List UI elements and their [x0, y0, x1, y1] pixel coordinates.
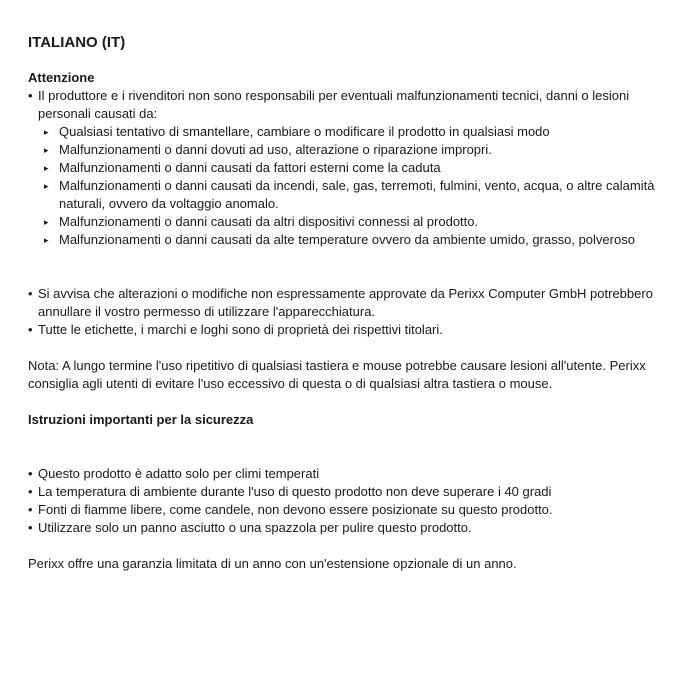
- notice-item: [28, 285, 668, 321]
- attention-intro-text: Il produttore e i rivenditori non sono responsabili per eventuali malfunzionamenti tecnici, danni o lesioni personali causati da:: [38, 88, 630, 121]
- safety-item: [28, 501, 668, 519]
- safety-item: [28, 519, 668, 537]
- attention-item: [44, 213, 675, 231]
- arrow-bullet-icon: ▸: [44, 235, 49, 245]
- arrow-bullet-icon: ▸: [44, 217, 49, 227]
- safety-heading: Istruzioni importanti per la sicurezza: [28, 412, 254, 427]
- arrow-bullet-icon: ▸: [44, 127, 49, 137]
- notice-item: [28, 321, 668, 339]
- safety-item-text: Fonti di fiamme libere, come candele, non devono essere posizionate su questo prodotto.: [38, 502, 553, 517]
- attention-item-text: Malfunzionamenti o danni causati da altri dispositivi connessi al prodotto.: [59, 214, 479, 229]
- attention-item-text: Malfunzionamenti o danni causati da incendi, sale, gas, terremoti, fulmini, vento, acqua, o altre calamità naturali, ovvero da voltaggio anomalo.: [59, 178, 655, 211]
- attention-item-text: Malfunzionamenti o danni causati da alte temperature ovvero da ambiente umido, grasso, polveroso: [59, 232, 635, 247]
- bullet-icon: •: [28, 484, 33, 499]
- page-title: ITALIANO (IT): [28, 34, 126, 51]
- bullet-icon: •: [28, 520, 33, 535]
- notice-text: Tutte le etichette, i marchi e loghi sono di proprietà dei rispettivi titolari.: [38, 322, 443, 337]
- safety-item: [28, 465, 668, 483]
- attention-item-text: Malfunzionamenti o danni dovuti ad uso, alterazione o riparazione impropri.: [59, 142, 492, 157]
- safety-item: [28, 483, 668, 501]
- attention-item: [44, 123, 675, 141]
- attention-item: [44, 177, 675, 213]
- attention-heading: Attenzione: [28, 70, 95, 85]
- arrow-bullet-icon: ▸: [44, 181, 49, 191]
- safety-item-text: Utilizzare solo un panno asciutto o una spazzola per pulire questo prodotto.: [38, 520, 472, 535]
- attention-item: [44, 159, 675, 177]
- warranty-text: Perixx offre una garanzia limitata di un anno con un'estensione opzionale di un anno.: [28, 556, 517, 571]
- attention-item: [44, 141, 675, 159]
- attention-item: [44, 231, 675, 249]
- safety-item-text: Questo prodotto è adatto solo per climi temperati: [38, 466, 320, 481]
- bullet-icon: •: [28, 466, 33, 481]
- attention-intro: [28, 87, 668, 123]
- notice-text: Si avvisa che alterazioni o modifiche non espressamente approvate da Perixx Computer GmbH potrebbero annullare il vostro permesso di utilizzare l'apparecchiatura.: [38, 286, 653, 319]
- bullet-icon: •: [28, 88, 33, 103]
- bullet-icon: •: [28, 286, 33, 301]
- bullet-icon: •: [28, 502, 33, 517]
- arrow-bullet-icon: ▸: [44, 163, 49, 173]
- safety-item-text: La temperatura di ambiente durante l'uso di questo prodotto non deve superare i 40 gradi: [38, 484, 552, 499]
- attention-item-text: Qualsiasi tentativo di smantellare, cambiare o modificare il prodotto in qualsiasi modo: [59, 124, 550, 139]
- arrow-bullet-icon: ▸: [44, 145, 49, 155]
- bullet-icon: •: [28, 322, 33, 337]
- attention-item-text: Malfunzionamenti o danni causati da fattori esterni come la caduta: [59, 160, 441, 175]
- ergonomics-note: Nota: A lungo termine l'uso ripetitivo di qualsiasi tastiera e mouse potrebbe causare lesioni all'utente. Perixx consiglia agli utenti di evitare l'uso eccessivo di questa o di qualsiasi altra tastiera o mouse.: [28, 358, 646, 391]
